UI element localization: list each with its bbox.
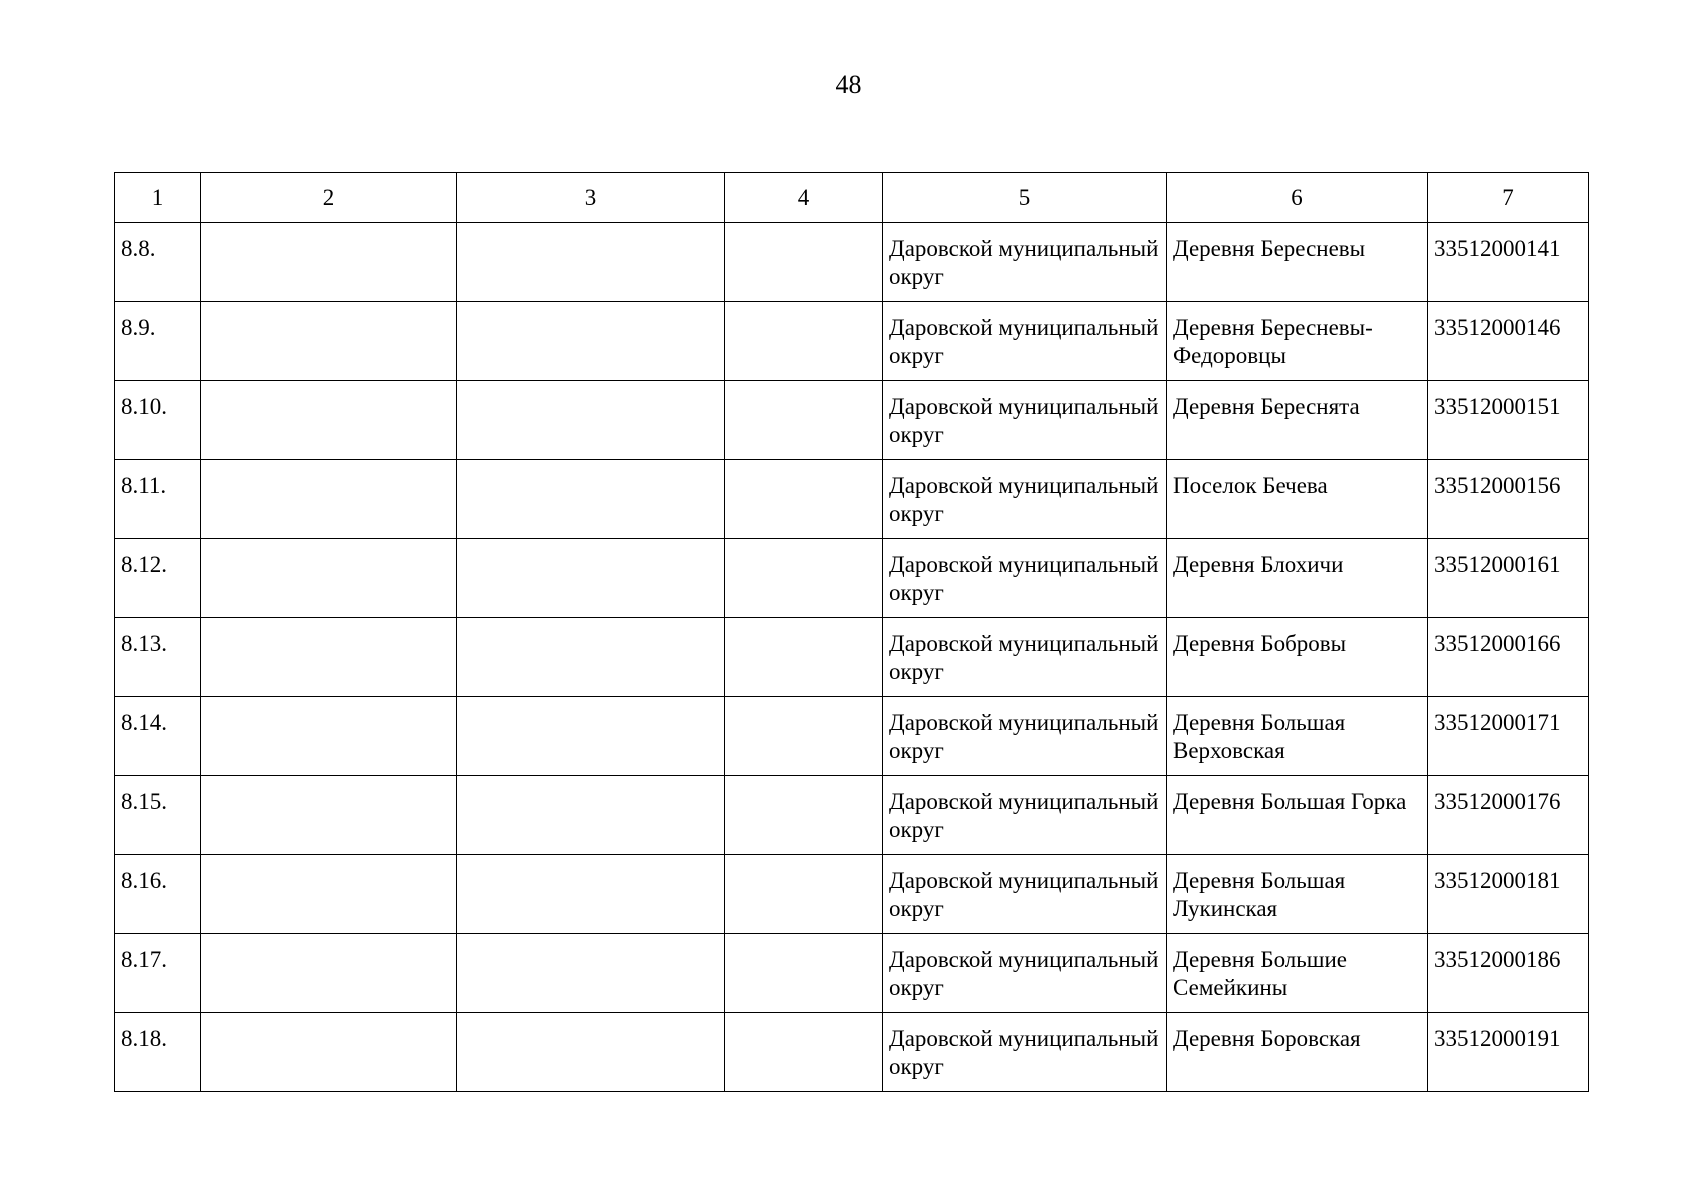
column-header-6: 6 xyxy=(1167,173,1428,223)
page-number: 48 xyxy=(835,70,862,99)
code-cell: 33512000146 xyxy=(1428,302,1589,381)
cell-col-4 xyxy=(725,618,883,697)
cell-col-4 xyxy=(725,381,883,460)
row-number: 8.17. xyxy=(115,934,201,1013)
cell-col-2 xyxy=(201,776,457,855)
column-header-5: 5 xyxy=(883,173,1167,223)
district-cell: Даровской муниципальный округ xyxy=(883,697,1167,776)
cell-col-4 xyxy=(725,302,883,381)
code-cell: 33512000166 xyxy=(1428,618,1589,697)
code-cell: 33512000181 xyxy=(1428,855,1589,934)
cell-col-4 xyxy=(725,776,883,855)
cell-col-4 xyxy=(725,539,883,618)
cell-col-3 xyxy=(457,697,725,776)
cell-col-4 xyxy=(725,934,883,1013)
column-header-1: 1 xyxy=(115,173,201,223)
district-cell: Даровской муниципальный округ xyxy=(883,539,1167,618)
row-number: 8.11. xyxy=(115,460,201,539)
cell-col-2 xyxy=(201,934,457,1013)
cell-col-3 xyxy=(457,618,725,697)
cell-col-3 xyxy=(457,934,725,1013)
cell-col-4 xyxy=(725,855,883,934)
settlements-table xyxy=(114,172,1589,1092)
code-cell: 33512000176 xyxy=(1428,776,1589,855)
cell-col-4 xyxy=(725,460,883,539)
settlement-cell: Поселок Бечева xyxy=(1167,460,1428,539)
settlement-cell: Деревня Бересневы xyxy=(1167,223,1428,302)
code-cell: 33512000161 xyxy=(1428,539,1589,618)
column-header-7: 7 xyxy=(1428,173,1589,223)
code-cell: 33512000141 xyxy=(1428,223,1589,302)
code-cell: 33512000151 xyxy=(1428,381,1589,460)
row-number: 8.12. xyxy=(115,539,201,618)
row-number: 8.10. xyxy=(115,381,201,460)
district-cell: Даровской муниципальный округ xyxy=(883,302,1167,381)
cell-col-2 xyxy=(201,697,457,776)
row-number: 8.18. xyxy=(115,1013,201,1092)
settlement-cell: Деревня Большая Верховская xyxy=(1167,697,1428,776)
code-cell: 33512000156 xyxy=(1428,460,1589,539)
settlement-cell: Деревня Бобровы xyxy=(1167,618,1428,697)
row-number: 8.13. xyxy=(115,618,201,697)
table-row xyxy=(115,539,1589,618)
cell-col-2 xyxy=(201,381,457,460)
settlement-cell: Деревня Большая Лукинская xyxy=(1167,855,1428,934)
table-row xyxy=(115,460,1589,539)
table-row xyxy=(115,776,1589,855)
table-row xyxy=(115,302,1589,381)
code-cell: 33512000186 xyxy=(1428,934,1589,1013)
column-header-3: 3 xyxy=(457,173,725,223)
cell-col-3 xyxy=(457,223,725,302)
cell-col-2 xyxy=(201,460,457,539)
cell-col-3 xyxy=(457,460,725,539)
table-row xyxy=(115,855,1589,934)
cell-col-2 xyxy=(201,302,457,381)
settlement-cell: Деревня Береснята xyxy=(1167,381,1428,460)
cell-col-3 xyxy=(457,1013,725,1092)
cell-col-2 xyxy=(201,618,457,697)
row-number: 8.8. xyxy=(115,223,201,302)
cell-col-4 xyxy=(725,1013,883,1092)
settlement-cell: Деревня Боровская xyxy=(1167,1013,1428,1092)
code-cell: 33512000171 xyxy=(1428,697,1589,776)
settlement-cell: Деревня Бересневы-Федоровцы xyxy=(1167,302,1428,381)
cell-col-2 xyxy=(201,223,457,302)
cell-col-3 xyxy=(457,302,725,381)
district-cell: Даровской муниципальный округ xyxy=(883,934,1167,1013)
district-cell: Даровской муниципальный округ xyxy=(883,776,1167,855)
cell-col-3 xyxy=(457,381,725,460)
row-number: 8.9. xyxy=(115,302,201,381)
cell-col-4 xyxy=(725,223,883,302)
table-row xyxy=(115,934,1589,1013)
table-header-row xyxy=(115,173,1589,223)
district-cell: Даровской муниципальный округ xyxy=(883,1013,1167,1092)
row-number: 8.16. xyxy=(115,855,201,934)
district-cell: Даровской муниципальный округ xyxy=(883,618,1167,697)
column-header-2: 2 xyxy=(201,173,457,223)
settlement-cell: Деревня Большие Семейкины xyxy=(1167,934,1428,1013)
cell-col-3 xyxy=(457,539,725,618)
table-row xyxy=(115,1013,1589,1092)
cell-col-2 xyxy=(201,539,457,618)
settlement-cell: Деревня Большая Горка xyxy=(1167,776,1428,855)
cell-col-2 xyxy=(201,855,457,934)
cell-col-3 xyxy=(457,855,725,934)
table-row xyxy=(115,223,1589,302)
settlement-cell: Деревня Блохичи xyxy=(1167,539,1428,618)
table-row xyxy=(115,381,1589,460)
cell-col-3 xyxy=(457,776,725,855)
column-header-4: 4 xyxy=(725,173,883,223)
cell-col-2 xyxy=(201,1013,457,1092)
district-cell: Даровской муниципальный округ xyxy=(883,855,1167,934)
row-number: 8.15. xyxy=(115,776,201,855)
table-row xyxy=(115,697,1589,776)
district-cell: Даровской муниципальный округ xyxy=(883,381,1167,460)
cell-col-4 xyxy=(725,697,883,776)
row-number: 8.14. xyxy=(115,697,201,776)
table-row xyxy=(115,618,1589,697)
code-cell: 33512000191 xyxy=(1428,1013,1589,1092)
district-cell: Даровской муниципальный округ xyxy=(883,460,1167,539)
district-cell: Даровской муниципальный округ xyxy=(883,223,1167,302)
